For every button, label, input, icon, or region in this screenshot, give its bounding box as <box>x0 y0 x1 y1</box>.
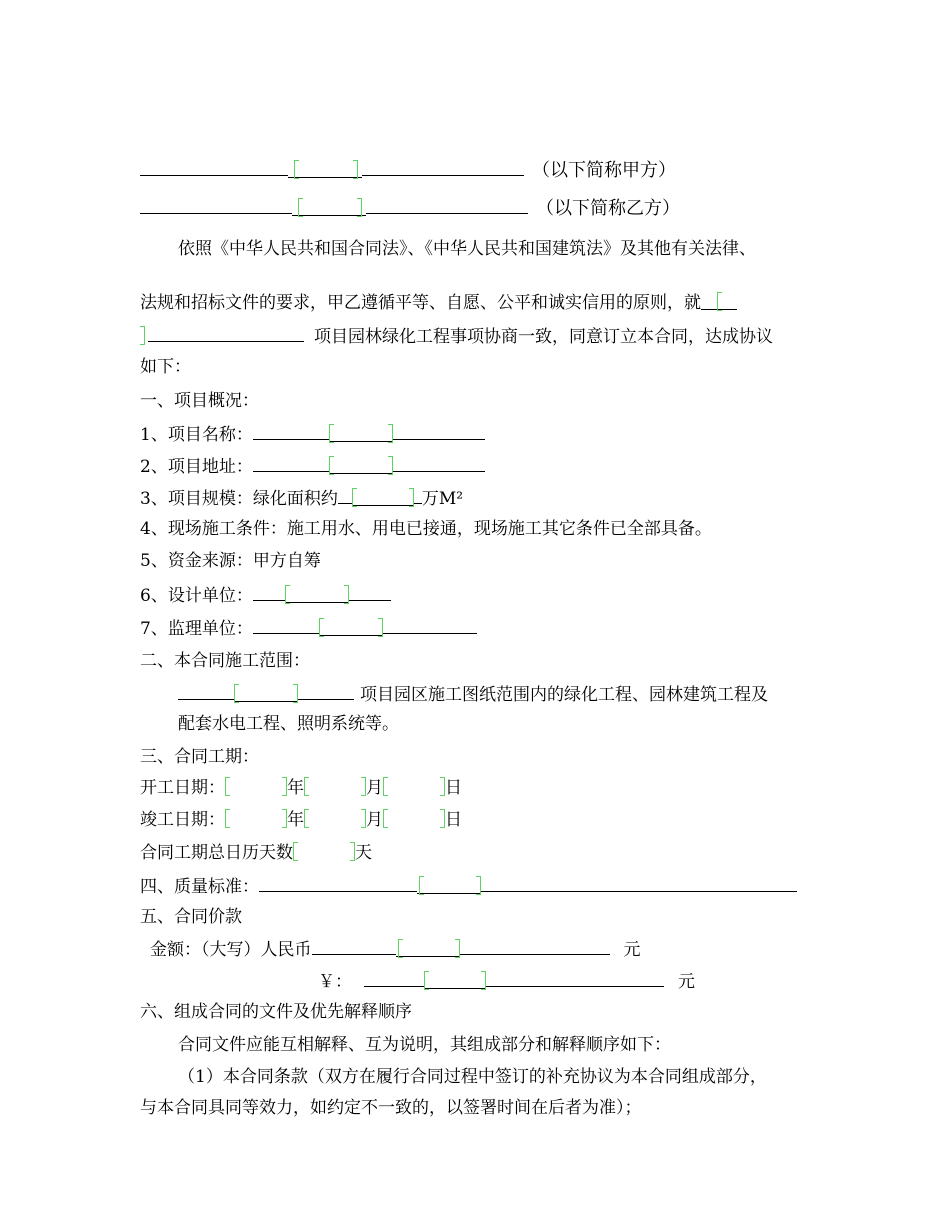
blank-line[interactable] <box>393 422 485 440</box>
fill-in-bracket[interactable] <box>234 684 298 703</box>
section1-heading: 一、项目概况： <box>140 391 259 411</box>
section5-heading: 五、合同价款 <box>140 907 242 927</box>
blank-line[interactable] <box>148 324 304 342</box>
blank-line[interactable] <box>259 874 417 892</box>
fill-in-bracket[interactable] <box>329 456 393 475</box>
project-scale-row: 3、项目规模：绿化面积约 万M² <box>140 486 463 508</box>
project-name-row: 1、项目名称： <box>140 422 485 444</box>
blank-line[interactable] <box>253 422 329 440</box>
fill-in-bracket[interactable] <box>285 585 349 604</box>
fill-in-bracket[interactable] <box>717 292 725 311</box>
fill-in-bracket[interactable] <box>304 809 366 828</box>
amount-figures-row: ￥： 元 <box>318 969 695 991</box>
fill-in-bracket[interactable] <box>383 777 445 796</box>
start-date-row: 开工日期： 年 月 日 <box>140 778 462 798</box>
blank-line[interactable] <box>253 616 319 634</box>
scope-line-2: 配套水电工程、照明系统等。 <box>178 714 399 734</box>
total-days-row: 合同工期总日历天数 天 <box>140 843 372 863</box>
blank-line[interactable] <box>393 454 485 472</box>
blank-line[interactable] <box>140 158 288 176</box>
blank-line[interactable] <box>140 196 292 214</box>
fill-in-bracket[interactable] <box>293 842 355 861</box>
blank-line[interactable] <box>366 196 528 214</box>
quality-standard-row: 四、质量标准： <box>140 874 797 896</box>
fill-in-bracket[interactable] <box>294 160 358 179</box>
fill-in-bracket[interactable] <box>398 939 460 958</box>
fill-in-bracket[interactable] <box>352 488 414 507</box>
section2-heading: 二、本合同施工范围： <box>140 651 310 671</box>
section6-para1: 合同文件应能互相解释、互为说明，其组成部分和解释顺序如下： <box>178 1035 671 1055</box>
party-a-line <box>140 158 676 180</box>
party-b-line <box>140 196 680 218</box>
blank-line[interactable] <box>253 583 285 601</box>
fill-in-bracket[interactable] <box>304 777 366 796</box>
intro-line-2: 法规和招标文件的要求，甲乙遵循平等、自愿、公平和诚实信用的原则，就 <box>140 292 737 314</box>
blank-line[interactable] <box>312 937 396 955</box>
design-unit-row: 6、设计单位： <box>140 583 391 605</box>
project-address-row: 2、项目地址： <box>140 454 485 476</box>
section6-para2-line1: （1）本合同条款（双方在履行合同过程中签订的补充协议为本合同组成部分， <box>178 1067 767 1087</box>
blank-line[interactable] <box>481 874 797 892</box>
fill-in-bracket[interactable] <box>319 618 383 637</box>
end-date-row: 竣工日期： 年 月 日 <box>140 810 462 830</box>
amount-words-row: 金额：（大写）人民币 元 <box>150 937 641 959</box>
funding-source-row: 5、资金来源：甲方自筹 <box>140 551 321 571</box>
scope-line-1: 项目园区施工图纸范围内的绿化工程、园林建筑工程及 <box>178 682 768 704</box>
blank-line[interactable] <box>362 158 524 176</box>
blank-line[interactable] <box>253 454 329 472</box>
fill-in-bracket[interactable] <box>329 424 393 443</box>
party-b-label: （以下简称乙方） <box>536 198 680 219</box>
party-a-label: （以下简称甲方） <box>532 160 676 181</box>
blank-line[interactable] <box>383 616 477 634</box>
fill-in-bracket[interactable] <box>140 326 148 345</box>
fill-in-bracket[interactable] <box>225 777 287 796</box>
blank-line[interactable] <box>298 682 354 700</box>
supervision-unit-row: 7、监理单位： <box>140 616 477 638</box>
fill-in-bracket[interactable] <box>424 971 486 990</box>
fill-in-bracket[interactable] <box>419 876 481 895</box>
site-conditions-row: 4、现场施工条件：施工用水、用电已接通，现场施工其它条件已全部具备。 <box>140 519 712 539</box>
fill-in-bracket[interactable] <box>383 809 445 828</box>
blank-line[interactable] <box>486 969 664 987</box>
blank-line[interactable] <box>349 583 391 601</box>
fill-in-bracket[interactable] <box>298 198 362 217</box>
section6-heading: 六、组成合同的文件及优先解释顺序 <box>140 1002 412 1022</box>
intro-line-4: 如下： <box>140 357 191 377</box>
section6-para2-line2: 与本合同具同等效力，如约定不一致的，以签署时间在后者为准）； <box>140 1098 642 1118</box>
blank-line[interactable] <box>364 969 424 987</box>
intro-line-3: 项目园林绿化工程事项协商一致，同意订立本合同，达成协议 <box>140 324 773 346</box>
fill-in-bracket[interactable] <box>225 809 287 828</box>
section3-heading: 三、合同工期： <box>140 747 259 767</box>
blank-line[interactable] <box>460 937 610 955</box>
blank-line[interactable] <box>178 682 234 700</box>
intro-line-1: 依照《中华人民共和国合同法》、《中华人民共和国建筑法》及其他有关法律、 <box>178 239 756 259</box>
